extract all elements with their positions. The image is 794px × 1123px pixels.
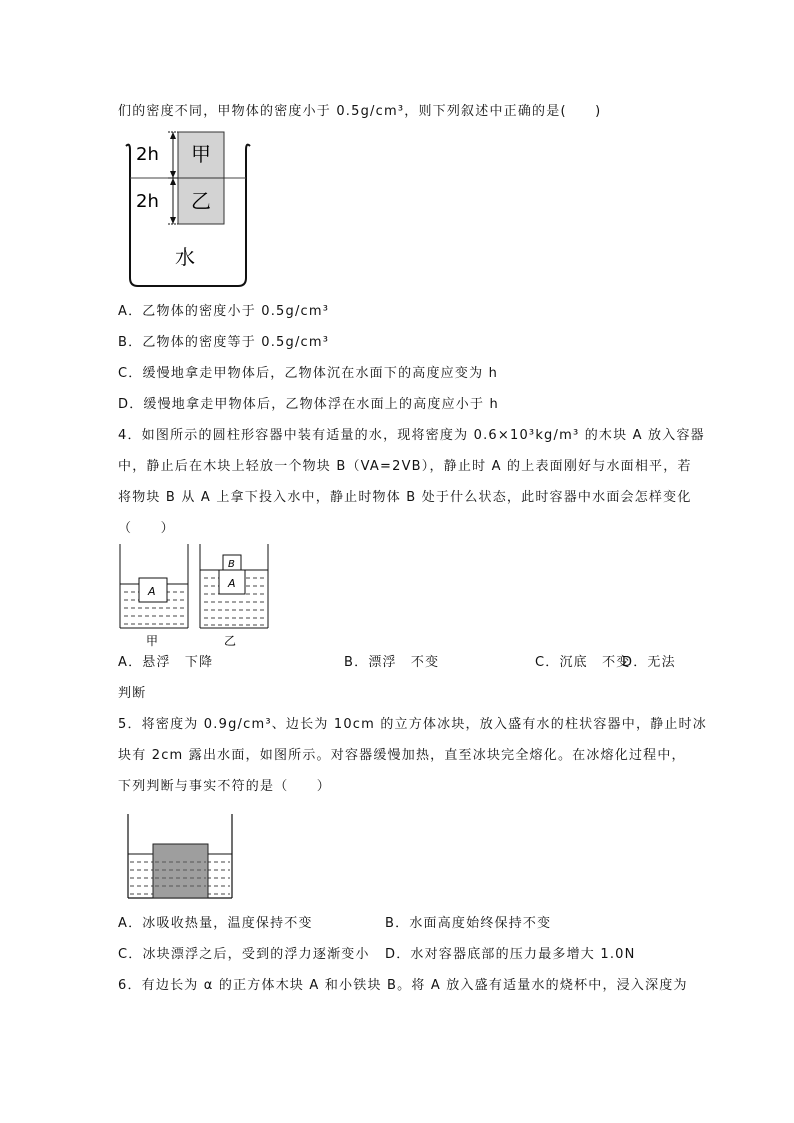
q4-line-1: 4．如图所示的圆柱形容器中装有适量的水，现将密度为 0.6×10³kg/m³ 的木块 A 放入容器 [118,428,705,443]
q4-option-b: B．漂浮 不变 [344,655,440,670]
q4-line-4: （ ） [118,521,175,536]
ice-block [153,844,208,898]
caption-yi: 乙 [224,634,237,648]
container-yi [200,544,268,628]
q4-line-3: 将物块 B 从 A 上拿下投入水中，静止时物体 B 处于什么状态，此时容器中水面会怎样变化 [118,490,692,505]
q3-option-a: A．乙物体的密度小于 0.5g/cm³ [118,304,330,319]
label-b: B [228,559,235,570]
label-2h-top: 2h [136,144,159,165]
label-jia: 甲 [191,142,211,166]
q5-line-2: 块有 2cm 露出水面，如图所示。对容器缓慢加热，直至冰块完全熔化。在冰熔化过程中， [118,748,686,763]
q3-figure [118,128,258,294]
q3-option-c: C．缓慢地拿走甲物体后，乙物体沉在水面下的高度应变为 h [118,366,499,381]
q4-option-d: D．无法 [622,655,676,670]
q3-stem-tail: 们的密度不同，甲物体的密度小于 0.5g/cm³，则下列叙述中正确的是( ) [118,104,602,119]
q5-line-3: 下列判断与事实不符的是（ ） [118,779,332,794]
q3-option-b: B．乙物体的密度等于 0.5g/cm³ [118,335,330,350]
q5-line-1: 5．将密度为 0.9g/cm³、边长为 10cm 的立方体冰块，放入盛有水的柱状容器中，静止时冰 [118,717,707,732]
q5-option-d: D．水对容器底部的压力最多增大 1.0N [385,947,636,962]
q4-option-c: C．沉底 不变 [535,655,631,670]
caption-jia: 甲 [146,634,159,648]
q5-figure [124,812,236,906]
label-2h-bottom: 2h [136,191,159,212]
label-a-right: A [228,577,236,590]
label-a-left: A [148,585,156,598]
q4-option-d-cont: 判断 [118,686,147,701]
q3-option-d: D．缓慢地拿走甲物体后，乙物体浮在水面上的高度应小于 h [118,397,499,412]
label-water: 水 [175,245,195,269]
q4-line-2: 中，静止后在木块上轻放一个物块 B（VA=2VB），静止时 A 的上表面刚好与水面相平，若 [118,459,692,474]
label-yi: 乙 [191,189,211,213]
q6-line-1: 6．有边长为 α 的正方体木块 A 和小铁块 B。将 A 放入盛有适量水的烧杯中，浸入深度为 [118,978,688,993]
q4-figure [118,542,278,652]
q5-option-b: B．水面高度始终保持不变 [385,916,552,931]
q5-option-a: A．冰吸收热量，温度保持不变 [118,916,313,931]
q5-option-c: C．冰块漂浮之后，受到的浮力逐渐变小 [118,947,370,962]
q4-option-a: A．悬浮 下降 [118,655,214,670]
container-jia [120,544,188,628]
